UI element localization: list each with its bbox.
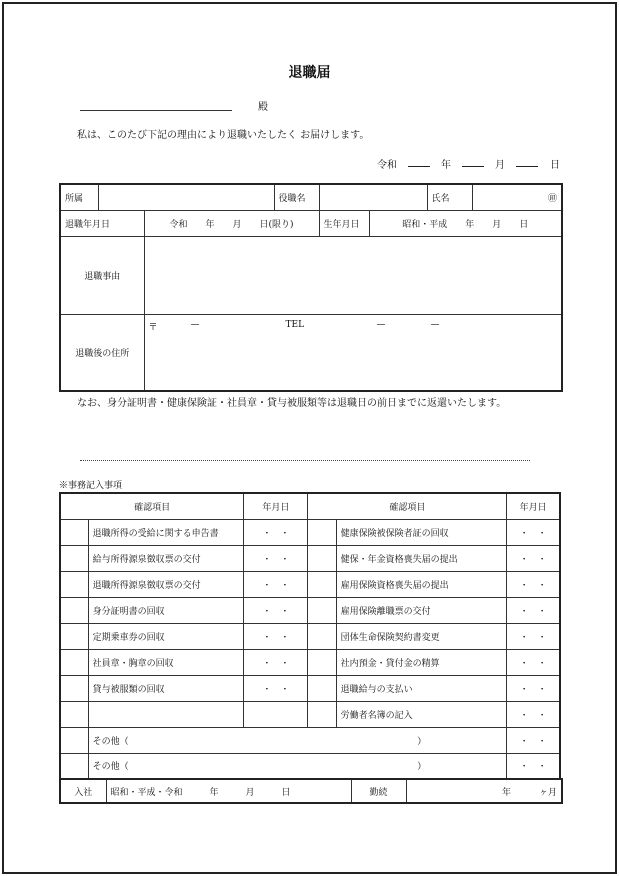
date-cell[interactable]: ・ ・ — [507, 545, 560, 571]
other-close: ） — [417, 736, 427, 747]
date-month-field[interactable] — [462, 166, 484, 167]
intro-text: 私は、このたび下記の理由により退職いたしたく お届けします。 — [77, 130, 370, 141]
check-box[interactable] — [308, 675, 336, 701]
date-cell[interactable]: ・ ・ — [244, 597, 308, 623]
reason-field[interactable] — [144, 236, 562, 314]
check-box[interactable] — [60, 571, 88, 597]
name-field[interactable] — [472, 184, 562, 210]
entry-date-field[interactable]: 昭和・平成・令和 年 月 日 — [106, 779, 351, 803]
item-label: 団体生命保険契約書変更 — [336, 623, 507, 649]
seal-mark: ㊞ — [547, 193, 557, 204]
header-date-left: 年月日 — [244, 493, 308, 519]
retire-date-label: 退職年月日 — [60, 210, 144, 236]
header-date-right: 年月日 — [507, 493, 560, 519]
date-cell[interactable]: ・ ・ — [507, 753, 560, 779]
date-cell[interactable]: ・ ・ — [507, 701, 560, 727]
date-cell-blank[interactable] — [244, 701, 308, 727]
other-label: その他（ — [92, 762, 129, 773]
postal-dash: — — [190, 319, 200, 330]
table-row — [60, 571, 560, 597]
date-cell[interactable]: ・ ・ — [244, 545, 308, 571]
date-day-field[interactable] — [516, 166, 538, 167]
item-label: 身分証明書の回収 — [88, 597, 244, 623]
other-label: その他（ — [92, 736, 129, 747]
header-item-left: 確認項目 — [60, 493, 244, 519]
check-box[interactable] — [60, 753, 88, 779]
check-box[interactable] — [60, 623, 88, 649]
affiliation-label: 所属 — [60, 184, 98, 210]
position-field[interactable] — [319, 184, 427, 210]
entry-label: 入社 — [60, 779, 106, 803]
tenure-label: 勤続 — [351, 779, 406, 803]
table-row — [60, 623, 560, 649]
checklist-table — [59, 492, 561, 780]
check-box[interactable] — [308, 597, 336, 623]
table-row — [60, 649, 560, 675]
name-label: 氏名 — [427, 184, 472, 210]
date-cell[interactable]: ・ ・ — [507, 675, 560, 701]
addressee-suffix: 殿 — [258, 102, 268, 113]
check-box[interactable] — [308, 623, 336, 649]
table-row — [60, 519, 560, 545]
office-use-label: ※事務記入事項 — [59, 481, 123, 491]
item-label: 給与所得源泉徴収票の交付 — [88, 545, 244, 571]
check-box[interactable] — [60, 545, 88, 571]
check-box[interactable] — [60, 675, 88, 701]
date-year-field[interactable] — [408, 166, 430, 167]
tenure-month-label: ヶ月 — [538, 787, 557, 798]
check-box[interactable] — [308, 519, 336, 545]
affiliation-field[interactable] — [98, 184, 274, 210]
table-row — [60, 701, 560, 727]
personal-info-table — [59, 183, 563, 392]
date-cell[interactable]: ・ ・ — [244, 519, 308, 545]
item-label: 定期乗車券の回収 — [88, 623, 244, 649]
date-cell[interactable]: ・ ・ — [244, 571, 308, 597]
check-box[interactable] — [60, 701, 88, 727]
item-label: 健保・年金資格喪失届の提出 — [336, 545, 507, 571]
date-year-label: 年 — [441, 160, 451, 171]
tenure-year-label: 年 — [501, 787, 511, 798]
date-cell[interactable]: ・ ・ — [507, 519, 560, 545]
tel-dash-2: — — [430, 319, 440, 330]
date-cell[interactable]: ・ ・ — [507, 727, 560, 753]
birth-label: 生年月日 — [319, 210, 369, 236]
table-row — [60, 545, 560, 571]
tenure-field[interactable] — [406, 779, 562, 803]
notice-text: なお、身分証明書・健康保険証・社員章・貸与被服類等は退職日の前日までに返還いたします。 — [77, 398, 507, 409]
header-item-right: 確認項目 — [308, 493, 507, 519]
date-era: 令和 — [377, 160, 397, 171]
check-box[interactable] — [308, 649, 336, 675]
date-day-label: 日 — [550, 160, 560, 171]
check-box[interactable] — [308, 571, 336, 597]
postal-mark: 〒 — [148, 322, 158, 333]
item-label: 雇用保険離職票の交付 — [336, 597, 507, 623]
date-cell[interactable]: ・ ・ — [244, 675, 308, 701]
page-title: 退職届 — [288, 65, 331, 81]
date-cell[interactable]: ・ ・ — [244, 649, 308, 675]
date-cell[interactable]: ・ ・ — [507, 571, 560, 597]
item-label: 健康保険被保険者証の回収 — [336, 519, 507, 545]
item-label: 貸与被服類の回収 — [88, 675, 244, 701]
item-label: 社内預金・貸付金の精算 — [336, 649, 507, 675]
item-label: 雇用保険資格喪失届の提出 — [336, 571, 507, 597]
date-cell[interactable]: ・ ・ — [507, 649, 560, 675]
check-box[interactable] — [60, 727, 88, 753]
reason-label: 退職事由 — [60, 236, 144, 314]
tel-dash-1: — — [376, 319, 386, 330]
cut-line — [80, 460, 530, 461]
table-row — [60, 597, 560, 623]
other-field[interactable] — [88, 753, 507, 779]
birth-field[interactable]: 昭和・平成 年 月 日 — [369, 210, 562, 236]
position-label: 役職名 — [274, 184, 319, 210]
check-box[interactable] — [60, 597, 88, 623]
check-box[interactable] — [308, 545, 336, 571]
date-cell[interactable]: ・ ・ — [507, 597, 560, 623]
item-label: 退職給与の支払い — [336, 675, 507, 701]
table-row — [60, 753, 560, 779]
item-label: 退職所得の受給に関する申告書 — [88, 519, 244, 545]
address-field[interactable] — [144, 314, 562, 391]
date-month-label: 月 — [495, 160, 505, 171]
date-cell[interactable]: ・ ・ — [507, 623, 560, 649]
retire-date-field[interactable]: 令和 年 月 日(限り) — [144, 210, 319, 236]
check-box[interactable] — [60, 649, 88, 675]
tenure-table — [59, 778, 563, 804]
check-box[interactable] — [308, 701, 336, 727]
other-field[interactable] — [88, 727, 507, 753]
address-label: 退職後の住所 — [60, 314, 144, 391]
tel-label: TEL — [285, 319, 305, 330]
table-row — [60, 727, 560, 753]
other-close: ） — [417, 762, 427, 773]
item-label: 退職所得源泉徴収票の交付 — [88, 571, 244, 597]
check-box[interactable] — [60, 519, 88, 545]
item-label: 社員章・胸章の回収 — [88, 649, 244, 675]
item-label-blank[interactable] — [88, 701, 244, 727]
date-cell[interactable]: ・ ・ — [244, 623, 308, 649]
item-label: 労働者名簿の記入 — [336, 701, 507, 727]
table-row — [60, 675, 560, 701]
addressee-field[interactable] — [80, 110, 232, 111]
